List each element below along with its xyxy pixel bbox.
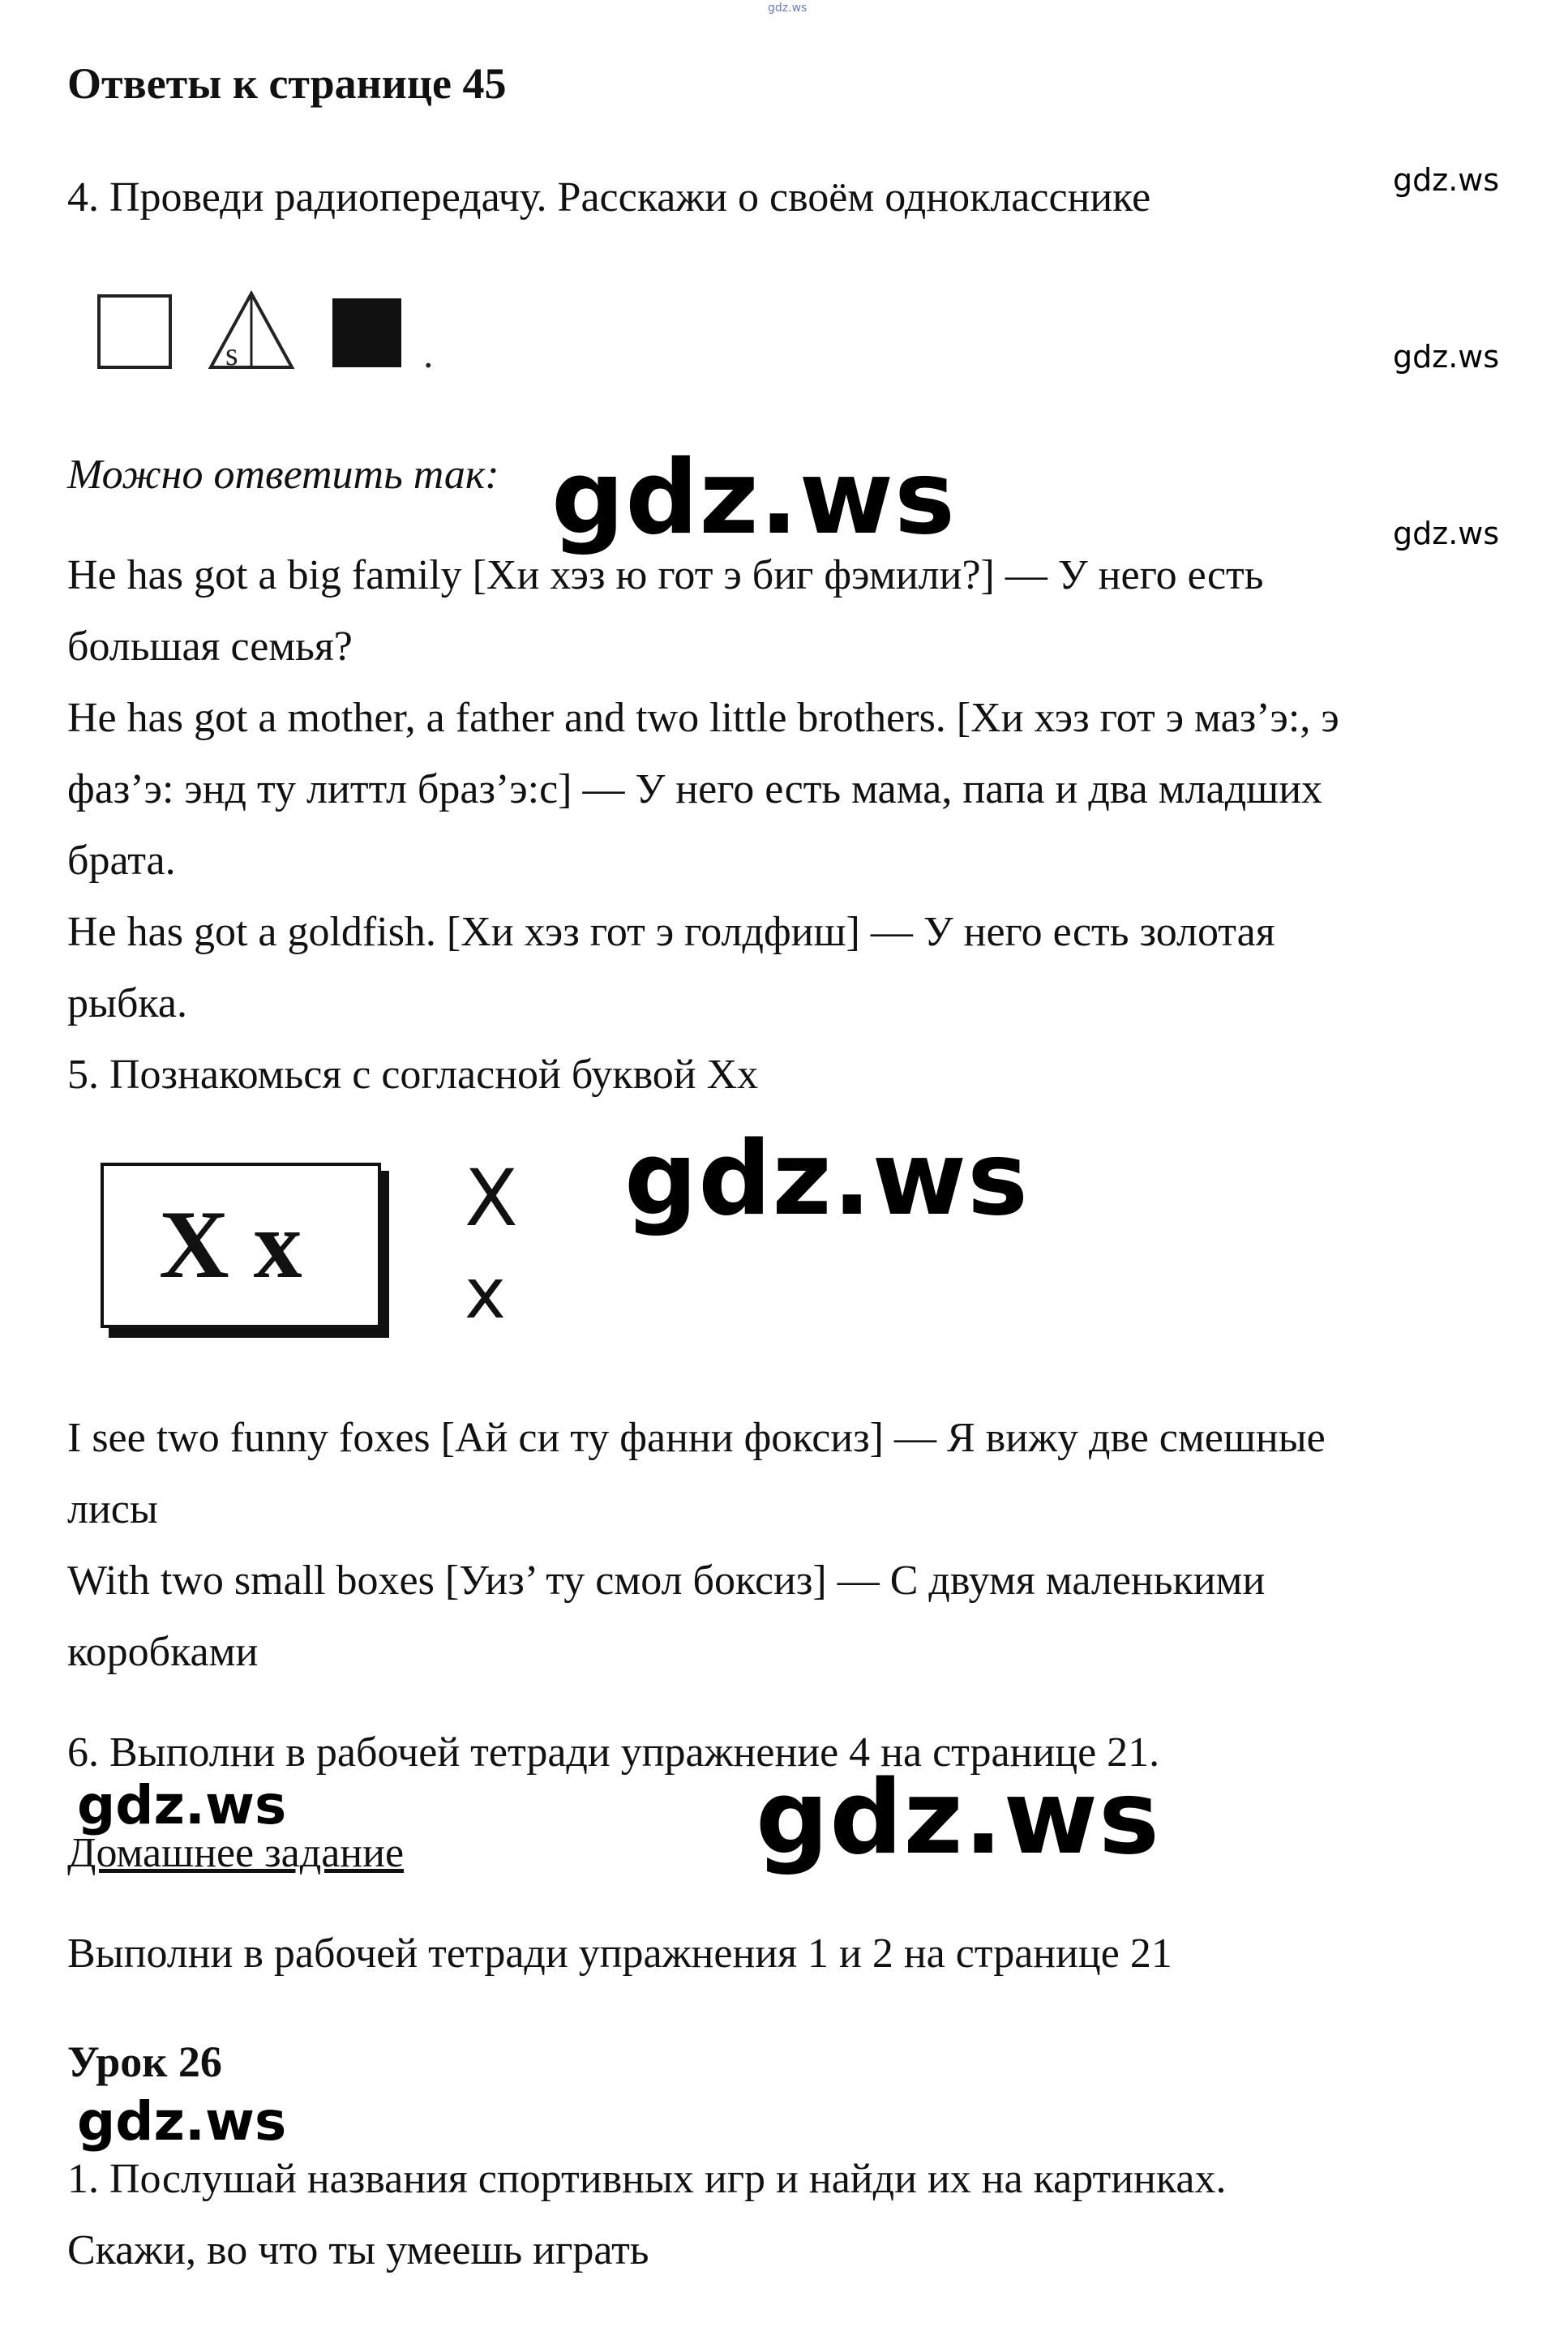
watermark-big: gdz.ws [624,1119,1029,1238]
task4-heading: 4. Проведи радиопередачу. Расскажи о своём однокласснике [67,174,1151,221]
task5-line: коробками [67,1629,259,1675]
watermark-small: gdz.ws [1393,339,1500,375]
page-title: Ответы к странице 45 [67,59,507,108]
square-icon [99,296,170,367]
watermark-small: gdz.ws [1393,516,1500,551]
task6-heading: 6. Выполни в рабочей тетради упражнение 4 на странице 21. [67,1729,1160,1776]
letter-lower: x [465,1253,506,1335]
task4-line: рыбка. [67,980,187,1026]
homework-text: Выполни в рабочей тетради упражнения 1 и 2 на странице 21 [67,1930,1172,1977]
answer-intro: Можно ответить так: [67,452,499,498]
scheme-dot: . [423,331,434,376]
task4-line: фаз’э: энд ту литтл браз’э:с] — У него есть мама, папа и два младших [67,766,1323,812]
triangle-label: s [225,336,238,372]
task4-line: He has got a mother, a father and two little brothers. [Хи хэз гот э маз’э:, э [67,695,1339,741]
task5-line: With two small boxes [Уиз’ ту смол боксиз] — С двумя маленькими [67,1558,1266,1604]
card-letters: X x [159,1190,302,1298]
watermark-small: gdz.ws [1393,162,1500,198]
letter-upper: X [465,1153,518,1244]
watermark-mid: gdz.ws [77,2090,287,2153]
filled-square-icon [332,298,401,367]
lesson-title: Урок 26 [67,2037,222,2086]
sentence-scheme [89,284,462,381]
watermark-big: gdz.ws [756,1758,1160,1877]
triangle-icon [211,294,292,367]
task5-line: I see two funny foxes [Ай си ту фанни фоксиз] — Я вижу две смешные [67,1415,1326,1461]
task4-line: He has got a goldfish. [Хи хэз гот э голдфиш] — У него есть золотая [67,909,1275,955]
watermark-mid: gdz.ws [77,1774,287,1836]
task4-line: большая семья? [67,623,353,670]
homework-title: Домашнее задание [67,1830,405,1876]
task5-line: лисы [67,1486,158,1532]
lesson-line: Скажи, во что ты умеешь играть [67,2227,649,2273]
task5-heading: 5. Познакомься с согласной буквой Хх [67,1052,759,1098]
watermark-big: gdz.ws [551,438,956,557]
lesson-line: 1. Послушай названия спортивных игр и найди их на картинках. [67,2156,1227,2202]
task4-line: брата. [67,838,176,884]
top-watermark: gdz.ws [768,2,808,15]
task4-line: He has got a big family [Хи хэз ю гот э биг фэмили?] — У него есть [67,552,1264,598]
